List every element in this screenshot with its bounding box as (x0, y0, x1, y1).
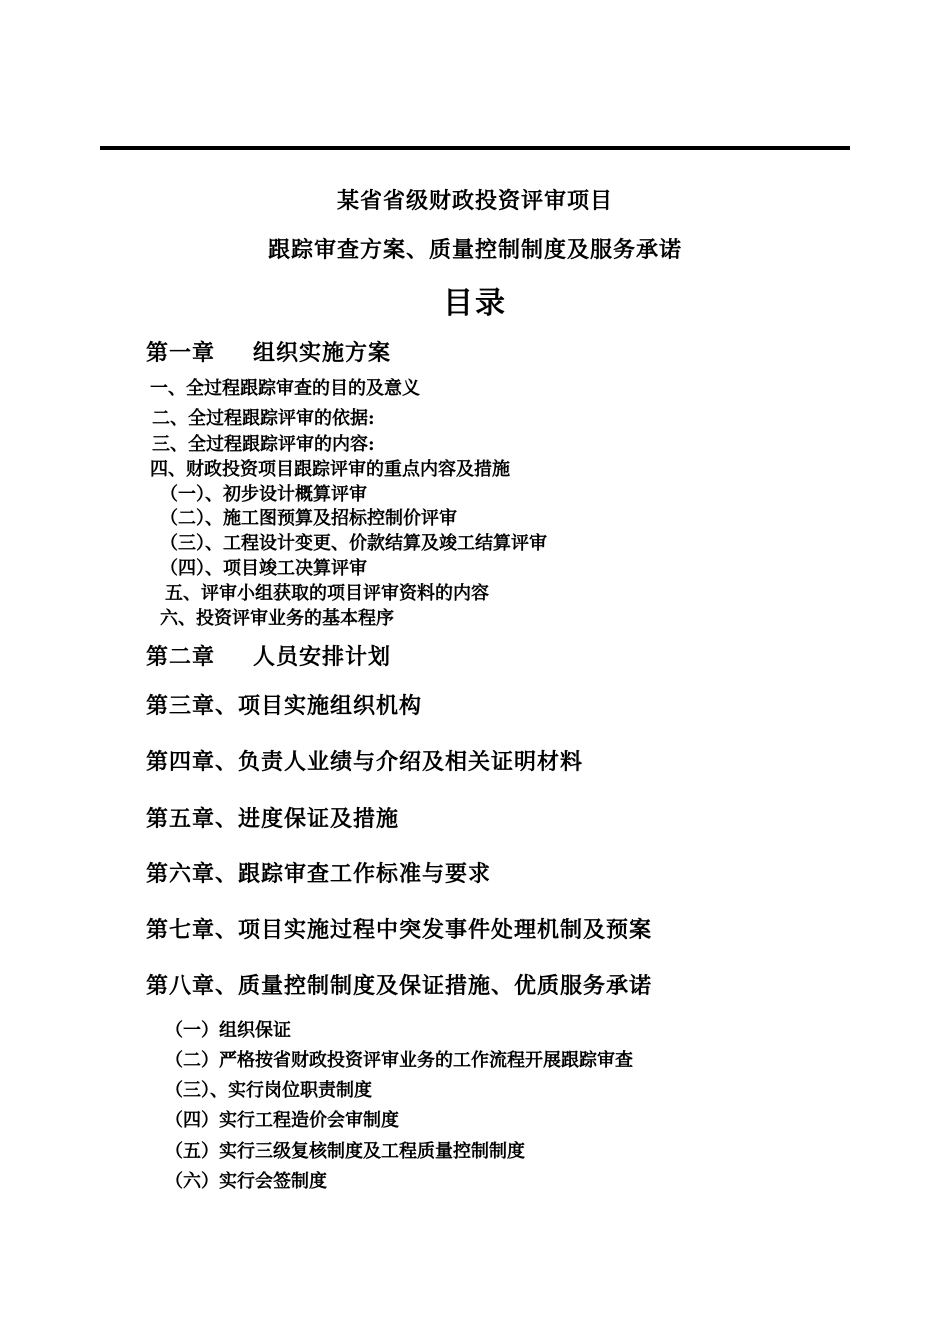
toc-chapter-1[interactable] (146, 336, 391, 367)
toc-subsection[interactable]: （三）、工程设计变更、价款结算及竣工结算评审 (160, 533, 547, 554)
toc-chapter-2[interactable] (146, 640, 391, 671)
toc-chapter-4[interactable]: 第四章、负责人业绩与介绍及相关证明材料 (146, 749, 584, 775)
document-title-line1: 某省省级财政投资评审项目 (336, 188, 613, 214)
toc-chapter-6[interactable]: 第六章、跟踪审查工作标准与要求 (146, 861, 492, 887)
toc-subsection[interactable]: （四）实行工程造价会审制度 (165, 1110, 399, 1131)
toc-section[interactable]: 一、全过程跟踪审查的目的及意义 (150, 378, 420, 399)
toc-section[interactable]: 二、全过程跟踪评审的依据: (152, 408, 375, 429)
toc-subsection[interactable]: （一）、初步设计概算评审 (160, 484, 367, 505)
toc-subsection[interactable]: （六）实行会签制度 (165, 1171, 327, 1192)
toc-subsection[interactable]: （二）、施工图预算及招标控制价评审 (160, 508, 457, 529)
toc-subsection[interactable]: （二）严格按省财政投资评审业务的工作流程开展跟踪审查 (165, 1050, 633, 1071)
toc-section[interactable]: 四、财政投资项目跟踪评审的重点内容及措施 (150, 459, 510, 480)
document-title-line2: 跟踪审查方案、质量控制制度及服务承诺 (267, 237, 682, 263)
toc-section[interactable]: 六、投资评审业务的基本程序 (160, 608, 394, 629)
toc-subsection[interactable]: （四）、项目竣工决算评审 (160, 558, 367, 579)
chapter-title: 人员安排计划 (253, 644, 392, 670)
header-rule (100, 146, 850, 150)
toc-heading: 目录 (443, 286, 507, 321)
toc-chapter-8[interactable]: 第八章、质量控制制度及保证措施、优质服务承诺 (146, 973, 653, 999)
toc-chapter-3[interactable]: 第三章、项目实施组织机构 (146, 693, 423, 719)
chapter-number: 第二章 (146, 644, 216, 670)
toc-section[interactable]: 五、评审小组获取的项目评审资料的内容 (165, 583, 489, 604)
chapter-number: 第一章 (146, 340, 216, 366)
chapter-title: 组织实施方案 (253, 340, 392, 366)
toc-chapter-5[interactable]: 第五章、进度保证及措施 (146, 806, 400, 832)
toc-section[interactable]: 三、全过程跟踪评审的内容: (152, 434, 375, 455)
toc-chapter-7[interactable]: 第七章、项目实施过程中突发事件处理机制及预案 (146, 917, 653, 943)
toc-subsection[interactable]: （三）、实行岗位职责制度 (165, 1080, 372, 1101)
toc-subsection[interactable]: （一）组织保证 (165, 1020, 291, 1041)
toc-subsection[interactable]: （五）实行三级复核制度及工程质量控制制度 (165, 1141, 525, 1162)
